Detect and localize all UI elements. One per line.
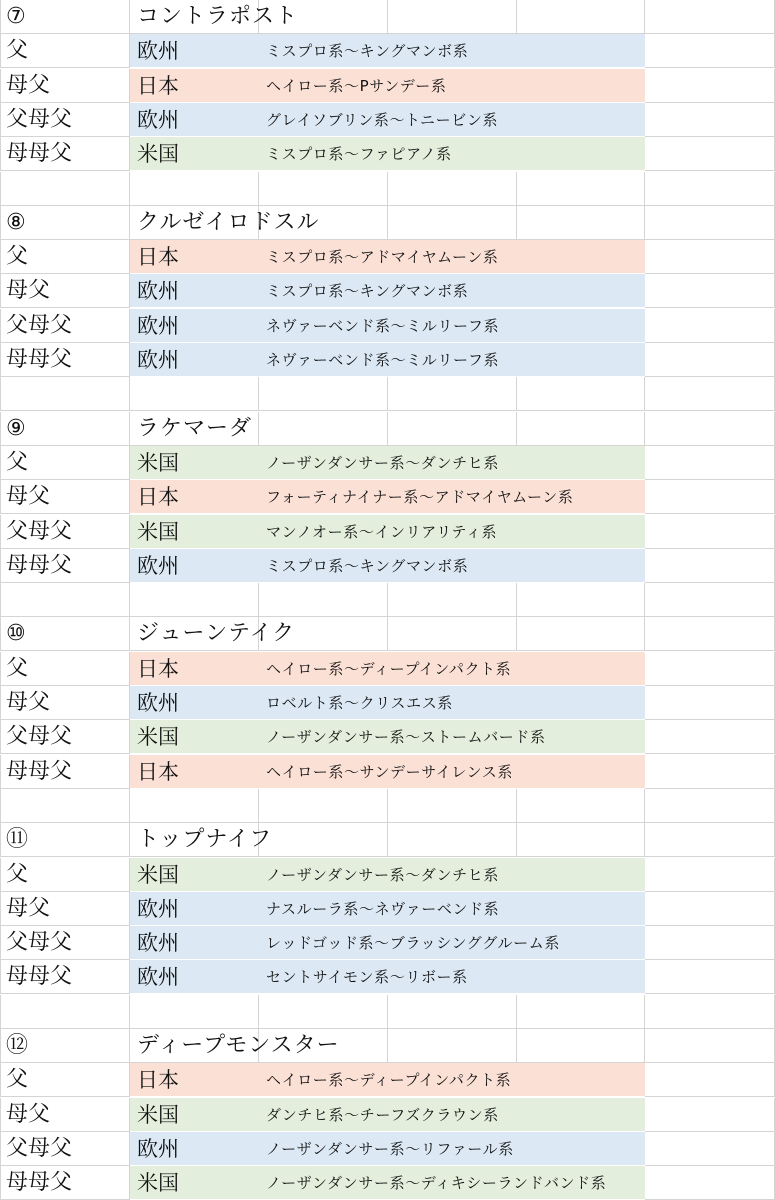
sire-line: ミスプロ系～キングマンボ系 bbox=[266, 282, 469, 301]
cell[interactable] bbox=[645, 1063, 775, 1097]
pedigree-role: 父母父 bbox=[6, 312, 73, 338]
pedigree-role: 父 bbox=[6, 449, 29, 475]
pedigree-role: 母父 bbox=[6, 895, 51, 921]
cell[interactable] bbox=[388, 823, 517, 857]
empty-row bbox=[0, 377, 775, 411]
cell[interactable] bbox=[517, 789, 645, 823]
region-label: 欧州 bbox=[137, 965, 179, 990]
sire-line: グレイソブリン系～トニービン系 bbox=[266, 110, 499, 129]
horse-name: コントラポスト bbox=[137, 4, 299, 29]
cell[interactable] bbox=[645, 0, 775, 34]
pedigree-role: 母母父 bbox=[6, 1170, 73, 1196]
cell[interactable] bbox=[259, 823, 388, 857]
cell[interactable] bbox=[645, 274, 775, 308]
cell[interactable] bbox=[259, 789, 388, 823]
region-label: 欧州 bbox=[137, 279, 179, 304]
cell[interactable] bbox=[517, 172, 645, 206]
cell[interactable] bbox=[130, 995, 259, 1029]
region-label: 欧州 bbox=[137, 39, 179, 64]
cell[interactable] bbox=[388, 1029, 517, 1063]
horse-name: ジューンテイク bbox=[137, 621, 296, 647]
cell[interactable] bbox=[645, 583, 775, 617]
pedigree-row bbox=[0, 1098, 775, 1132]
cell[interactable] bbox=[517, 995, 645, 1029]
pedigree-row bbox=[0, 926, 775, 960]
sire-line: ノーザンダンサー系～ストームバード系 bbox=[266, 728, 546, 747]
cell[interactable] bbox=[517, 206, 645, 240]
pedigree-role: 母母父 bbox=[6, 552, 73, 578]
pedigree-row bbox=[0, 1063, 775, 1097]
cell[interactable] bbox=[645, 1132, 775, 1166]
cell[interactable] bbox=[259, 995, 388, 1029]
pedigree-row bbox=[0, 720, 775, 754]
cell[interactable] bbox=[645, 480, 775, 514]
pedigree-role: 母父 bbox=[6, 1101, 51, 1127]
region-label: 日本 bbox=[137, 485, 179, 510]
region-label: 欧州 bbox=[137, 691, 179, 715]
sire-line: ミスプロ系～ファピアノ系 bbox=[266, 145, 452, 164]
horse-header-row bbox=[0, 617, 775, 651]
sire-line: フォーティナイナー系～アドマイヤムーン系 bbox=[266, 488, 574, 507]
cell[interactable] bbox=[645, 720, 775, 754]
horse-number: ⑦ bbox=[6, 4, 26, 29]
cell[interactable] bbox=[0, 789, 130, 823]
cell[interactable] bbox=[645, 69, 775, 103]
cell[interactable] bbox=[645, 240, 775, 274]
region-label: 日本 bbox=[137, 245, 179, 270]
pedigree-role: 父 bbox=[6, 655, 29, 681]
region-label: 米国 bbox=[137, 519, 179, 544]
horse-header-row bbox=[0, 823, 775, 857]
pedigree-row bbox=[0, 309, 775, 343]
sire-line: ヘイロー系～ディープインパクト系 bbox=[266, 659, 512, 678]
region-label: 欧州 bbox=[137, 896, 179, 921]
cell[interactable] bbox=[645, 926, 775, 960]
horse-number: ⑧ bbox=[6, 209, 26, 235]
pedigree-role: 父母父 bbox=[6, 930, 73, 956]
cell[interactable] bbox=[517, 583, 645, 617]
cell[interactable] bbox=[130, 789, 259, 823]
sire-line: マンノオー系～インリアリティ系 bbox=[266, 522, 498, 541]
pedigree-role: 母母父 bbox=[6, 964, 73, 990]
cell[interactable] bbox=[517, 617, 645, 651]
sire-line: レッドゴッド系～ブラッシンググルーム系 bbox=[266, 934, 560, 953]
pedigree-row bbox=[0, 858, 775, 892]
cell[interactable] bbox=[645, 549, 775, 583]
cell[interactable] bbox=[645, 206, 775, 240]
cell[interactable] bbox=[517, 1029, 645, 1063]
horse-header-row bbox=[0, 0, 775, 34]
horse-number: ⑪ bbox=[6, 827, 29, 853]
cell[interactable] bbox=[645, 789, 775, 823]
cell[interactable] bbox=[259, 412, 388, 446]
region-label: 欧州 bbox=[137, 313, 179, 338]
region-label: 欧州 bbox=[137, 1136, 179, 1161]
cell[interactable] bbox=[645, 617, 775, 651]
cell[interactable] bbox=[388, 0, 517, 34]
pedigree-role: 母母父 bbox=[6, 141, 73, 167]
cell[interactable] bbox=[0, 377, 130, 411]
cell[interactable] bbox=[388, 206, 517, 240]
cell[interactable] bbox=[517, 412, 645, 446]
cell[interactable] bbox=[645, 652, 775, 686]
pedigree-row bbox=[0, 137, 775, 171]
region-label: 米国 bbox=[137, 142, 179, 167]
sire-line: ミスプロ系～キングマンボ系 bbox=[266, 556, 469, 575]
pedigree-role: 母父 bbox=[6, 72, 51, 98]
pedigree-row bbox=[0, 69, 775, 103]
pedigree-role: 父 bbox=[6, 861, 29, 887]
cell[interactable] bbox=[645, 892, 775, 926]
sire-line: ノーザンダンサー系～リファール系 bbox=[266, 1139, 514, 1158]
pedigree-role: 母父 bbox=[6, 278, 51, 304]
pedigree-role: 母母父 bbox=[6, 347, 73, 372]
region-label: 日本 bbox=[137, 656, 179, 681]
pedigree-row bbox=[0, 892, 775, 926]
cell[interactable] bbox=[645, 377, 775, 411]
sire-line: ナスルーラ系～ネヴァーベンド系 bbox=[266, 899, 500, 918]
region-label: 米国 bbox=[137, 862, 179, 887]
sire-line: ミスプロ系～アドマイヤムーン系 bbox=[266, 248, 499, 267]
pedigree-row bbox=[0, 343, 775, 377]
pedigree-row bbox=[0, 103, 775, 137]
cell[interactable] bbox=[388, 172, 517, 206]
sire-line: ヘイロー系～ディープインパクト系 bbox=[266, 1071, 512, 1090]
horse-number: ⑩ bbox=[6, 621, 26, 647]
cell[interactable] bbox=[645, 1098, 775, 1132]
pedigree-role: 母母父 bbox=[6, 758, 73, 784]
pedigree-row bbox=[0, 34, 775, 68]
cell[interactable] bbox=[388, 789, 517, 823]
cell[interactable] bbox=[645, 755, 775, 789]
empty-row bbox=[0, 172, 775, 206]
sire-line: ダンチヒ系～チーフズクラウン系 bbox=[266, 1105, 499, 1124]
horse-number: ⑨ bbox=[6, 415, 26, 441]
region-label: 欧州 bbox=[137, 553, 179, 578]
horse-header-row bbox=[0, 412, 775, 446]
pedigree-row bbox=[0, 240, 775, 274]
pedigree-role: 父 bbox=[6, 244, 29, 270]
cell[interactable] bbox=[0, 583, 130, 617]
cell[interactable] bbox=[645, 137, 775, 171]
cell[interactable] bbox=[645, 446, 775, 480]
region-label: 日本 bbox=[137, 1068, 179, 1093]
cell[interactable] bbox=[645, 309, 775, 343]
sire-line: セントサイモン系～リボー系 bbox=[266, 968, 468, 987]
pedigree-role: 父母父 bbox=[6, 724, 73, 750]
empty-row bbox=[0, 995, 775, 1029]
cell[interactable] bbox=[645, 823, 775, 857]
region-label: 欧州 bbox=[137, 107, 179, 132]
cell[interactable] bbox=[645, 858, 775, 892]
region-label: 欧州 bbox=[137, 348, 179, 372]
cell[interactable] bbox=[645, 343, 775, 377]
pedigree-role: 父 bbox=[6, 1067, 29, 1093]
pedigree-role: 父 bbox=[6, 38, 29, 64]
pedigree-role: 母父 bbox=[6, 690, 51, 715]
empty-row bbox=[0, 583, 775, 617]
pedigree-row bbox=[0, 960, 775, 994]
horse-header-row bbox=[0, 1029, 775, 1063]
pedigree-row bbox=[0, 446, 775, 480]
horse-header-row bbox=[0, 206, 775, 240]
sire-line: ロベルト系～クリスエス系 bbox=[266, 694, 453, 712]
cell[interactable] bbox=[645, 995, 775, 1029]
pedigree-role: 父母父 bbox=[6, 1135, 73, 1161]
region-label: 米国 bbox=[137, 725, 179, 750]
sire-line: ネヴァーベンド系～ミルリーフ系 bbox=[266, 351, 500, 369]
region-label: 米国 bbox=[137, 1102, 179, 1127]
cell[interactable] bbox=[0, 172, 130, 206]
cell[interactable] bbox=[130, 583, 259, 617]
cell[interactable] bbox=[645, 960, 775, 994]
pedigree-row bbox=[0, 274, 775, 308]
pedigree-row bbox=[0, 480, 775, 514]
pedigree-row bbox=[0, 1132, 775, 1166]
sire-line: ノーザンダンサー系～ダンチヒ系 bbox=[266, 865, 499, 884]
pedigree-row bbox=[0, 549, 775, 583]
sire-line: ノーザンダンサー系～ディキシーランドバンド系 bbox=[266, 1174, 607, 1193]
cell[interactable] bbox=[259, 377, 388, 411]
pedigree-role: 父母父 bbox=[6, 518, 73, 544]
pedigree-role: 母父 bbox=[6, 484, 51, 510]
cell[interactable] bbox=[130, 377, 259, 411]
cell[interactable] bbox=[645, 1166, 775, 1200]
cell[interactable] bbox=[645, 515, 775, 549]
horse-number: ⑫ bbox=[6, 1033, 29, 1058]
cell[interactable] bbox=[388, 583, 517, 617]
empty-row bbox=[0, 789, 775, 823]
region-label: 日本 bbox=[137, 759, 179, 784]
cell[interactable] bbox=[645, 1029, 775, 1063]
horse-name: ディープモンスター bbox=[137, 1033, 340, 1058]
cell[interactable] bbox=[517, 377, 645, 411]
pedigree-row bbox=[0, 755, 775, 789]
cell[interactable] bbox=[517, 823, 645, 857]
region-label: 日本 bbox=[137, 73, 179, 98]
cell[interactable] bbox=[645, 34, 775, 68]
cell[interactable] bbox=[388, 995, 517, 1029]
cell[interactable] bbox=[645, 103, 775, 137]
cell[interactable] bbox=[517, 0, 645, 34]
cell[interactable] bbox=[259, 583, 388, 617]
cell[interactable] bbox=[388, 412, 517, 446]
horse-name: クルゼイロドスル bbox=[137, 209, 320, 235]
cell[interactable] bbox=[0, 995, 130, 1029]
pedigree-row bbox=[0, 652, 775, 686]
sire-line: ミスプロ系～キングマンボ系 bbox=[266, 42, 469, 61]
cell[interactable] bbox=[259, 172, 388, 206]
region-label: 米国 bbox=[137, 1171, 179, 1196]
pedigree-row bbox=[0, 686, 775, 720]
horse-name: ラケマーダ bbox=[137, 415, 253, 441]
cell[interactable] bbox=[645, 412, 775, 446]
cell[interactable] bbox=[645, 172, 775, 206]
horse-name: トップナイフ bbox=[137, 827, 273, 853]
sire-line: ネヴァーベンド系～ミルリーフ系 bbox=[266, 316, 500, 335]
cell[interactable] bbox=[130, 172, 259, 206]
region-label: 米国 bbox=[137, 450, 179, 475]
pedigree-row bbox=[0, 515, 775, 549]
sire-line: ノーザンダンサー系～ダンチヒ系 bbox=[266, 453, 499, 472]
cell[interactable] bbox=[645, 686, 775, 720]
cell[interactable] bbox=[388, 617, 517, 651]
cell[interactable] bbox=[388, 377, 517, 411]
pedigree-role: 父母父 bbox=[6, 106, 73, 132]
pedigree-row bbox=[0, 1166, 775, 1200]
region-label: 欧州 bbox=[137, 931, 179, 956]
sire-line: ヘイロー系～サンデーサイレンス系 bbox=[266, 762, 513, 781]
sire-line: ヘイロー系～Pサンデー系 bbox=[266, 76, 447, 95]
